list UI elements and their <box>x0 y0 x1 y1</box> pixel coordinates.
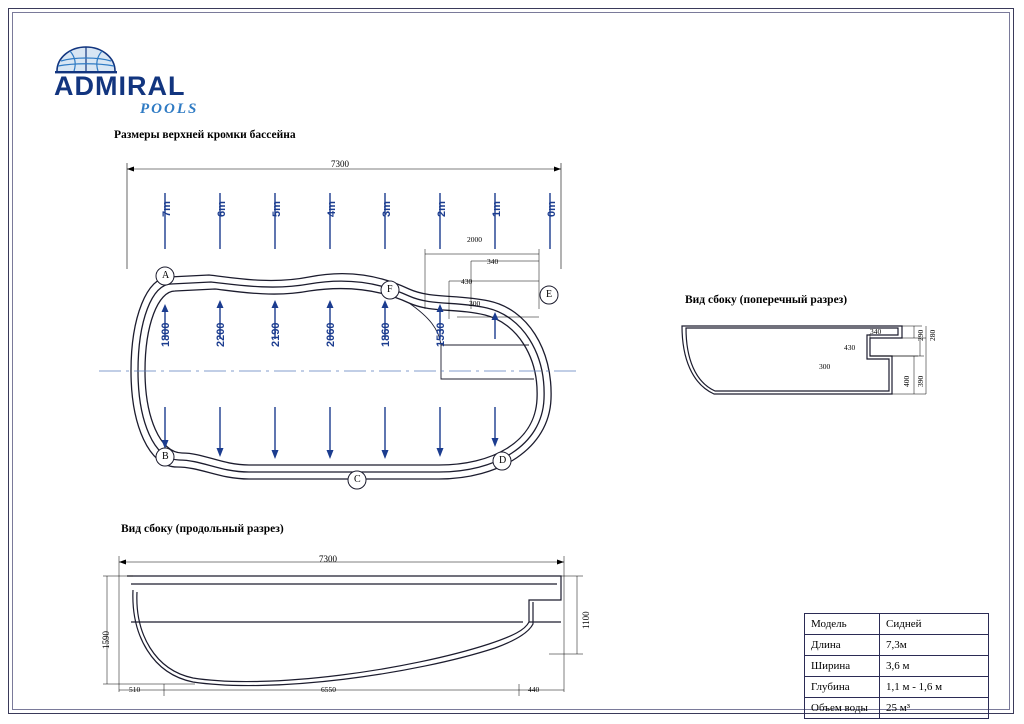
spec-key-model: Модель <box>805 614 880 635</box>
caption-long-section: Вид сбоку (продольный разрез) <box>121 523 284 535</box>
width-value-1530: 1530 <box>435 322 447 347</box>
station-label-0m: 0m <box>546 201 558 217</box>
cross-dim-340: 340 <box>870 327 882 336</box>
long-section-dim-6550: 6550 <box>321 685 336 694</box>
spec-key-volume: Объем воды <box>805 698 880 719</box>
node-label-F: F <box>387 284 393 295</box>
station-label-7m: 7m <box>161 201 173 217</box>
node-label-B: B <box>162 451 169 462</box>
width-value-2200: 2200 <box>215 322 227 347</box>
spec-value-depth: 1,1 м - 1,6 м <box>880 677 989 698</box>
cross-dim-300: 300 <box>819 362 831 371</box>
spec-value-length: 7,3м <box>880 635 989 656</box>
station-label-2m: 2m <box>436 201 448 217</box>
top-view-overall-length: 7300 <box>331 159 349 169</box>
spec-table <box>804 613 989 719</box>
spec-key-width: Ширина <box>805 656 880 677</box>
station-label-5m: 5m <box>271 201 283 217</box>
step-dim-300: 300 <box>469 299 481 308</box>
step-dim-430: 430 <box>461 277 473 286</box>
node-label-A: A <box>162 270 170 281</box>
long-section-dim-440: 440 <box>528 685 540 694</box>
long-section-right-depth: 1100 <box>581 611 591 629</box>
station-label-3m: 3m <box>381 201 393 217</box>
caption-cross-section: Вид сбоку (поперечный разрез) <box>685 294 848 306</box>
logo-subtext: POOLS <box>140 101 199 117</box>
cross-dim-400: 400 <box>902 375 911 387</box>
node-label-D: D <box>499 455 507 466</box>
width-value-1860: 1860 <box>380 322 392 347</box>
drawing-sheet <box>8 8 1014 714</box>
admiral-pools-logo <box>54 45 244 115</box>
table-row <box>805 656 989 677</box>
cross-section-drawing <box>674 314 934 424</box>
caption-top-view: Размеры верхней кромки бассейна <box>114 129 296 141</box>
table-row <box>805 635 989 656</box>
table-row <box>805 698 989 719</box>
cross-dim-390: 390 <box>916 375 925 387</box>
long-section-top-length: 7300 <box>319 554 337 564</box>
width-value-2060: 2060 <box>325 322 337 347</box>
width-value-2190: 2190 <box>270 322 282 347</box>
spec-value-model: Сидней <box>880 614 989 635</box>
station-label-1m: 1m <box>491 201 503 217</box>
top-view-drawing <box>109 149 729 529</box>
table-row <box>805 677 989 698</box>
step-dim-2000: 2000 <box>467 235 482 244</box>
width-value-1800: 1800 <box>160 322 172 347</box>
long-section-dim-510: 510 <box>129 685 141 694</box>
station-label-6m: 6m <box>216 201 228 217</box>
spec-key-length: Длина <box>805 635 880 656</box>
step-dim-340: 340 <box>487 257 499 266</box>
cross-dim-280: 280 <box>928 329 937 341</box>
table-row <box>805 614 989 635</box>
spec-key-depth: Глубина <box>805 677 880 698</box>
cross-dim-290: 290 <box>916 329 925 341</box>
logo-wordmark: ADMIRAL <box>54 71 186 101</box>
spec-value-volume: 25 м³ <box>880 698 989 719</box>
node-label-C: C <box>354 474 361 485</box>
long-section-left-depth: 1590 <box>101 631 111 649</box>
spec-value-width: 3,6 м <box>880 656 989 677</box>
cross-dim-430: 430 <box>844 343 856 352</box>
node-label-E: E <box>546 289 553 300</box>
station-label-4m: 4m <box>326 201 338 217</box>
long-section-drawing <box>109 544 609 704</box>
